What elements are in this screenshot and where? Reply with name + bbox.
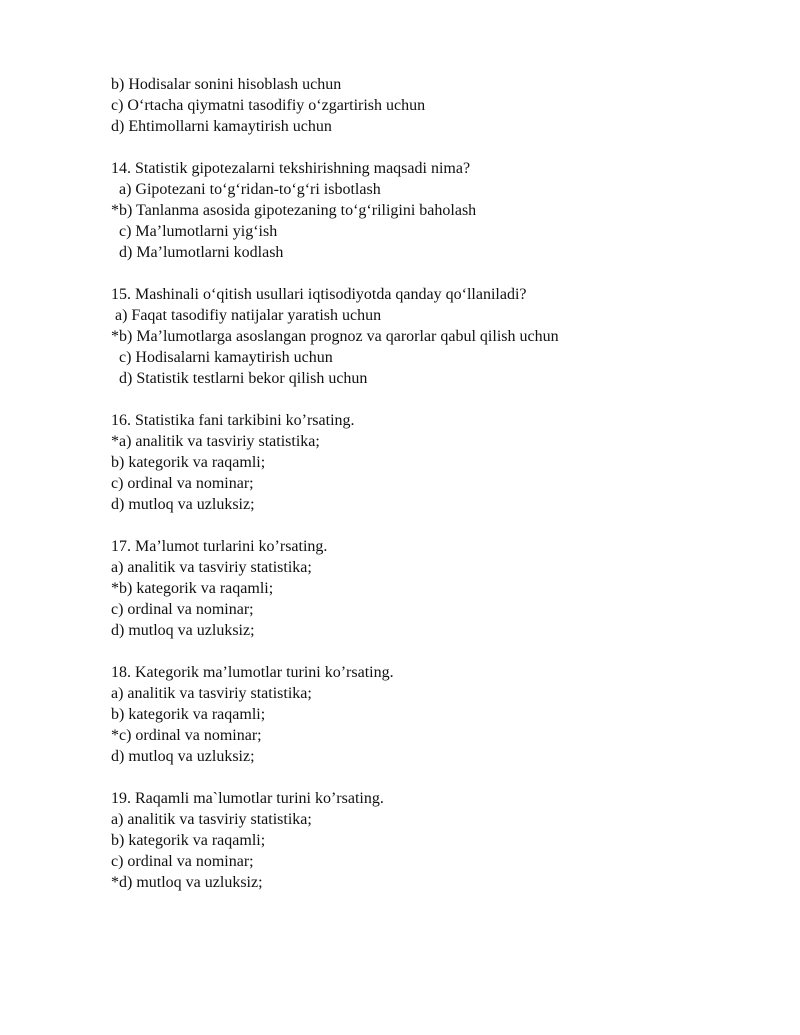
- question-text: 14. Statistik gipotezalarni tekshirishning maqsadi nima?: [111, 160, 471, 177]
- option-line: c) ordinal va nominar;: [111, 601, 254, 618]
- option-line: c) ordinal va nominar;: [111, 475, 254, 492]
- option-line: d) Ehtimollarni kamaytirish uchun: [111, 118, 332, 135]
- option-line-correct: *a) analitik va tasviriy statistika;: [111, 433, 320, 450]
- option-line: d) mutloq va uzluksiz;: [111, 496, 255, 513]
- option-line: b) kategorik va raqamli;: [111, 832, 266, 849]
- option-line: a) Gipotezani to‘g‘ridan-to‘g‘ri isbotlash: [111, 181, 381, 198]
- question-text: 15. Mashinali o‘qitish usullari iqtisodiyotda qanday qo‘llaniladi?: [111, 286, 527, 303]
- option-line: c) Ma’lumotlarni yig‘ish: [111, 223, 278, 240]
- option-line: a) Faqat tasodifiy natijalar yaratish uchun: [111, 307, 382, 324]
- option-line: a) analitik va tasviriy statistika;: [111, 685, 312, 702]
- question-block-18: [111, 662, 771, 767]
- option-line: d) mutloq va uzluksiz;: [111, 622, 255, 639]
- question-block-14: [111, 158, 771, 263]
- question-block-16: [111, 410, 771, 515]
- option-line: b) kategorik va raqamli;: [111, 706, 266, 723]
- option-line-correct: *b) kategorik va raqamli;: [111, 580, 274, 597]
- option-line: a) analitik va tasviriy statistika;: [111, 811, 312, 828]
- question-block-19: [111, 788, 771, 893]
- option-line-correct: *c) ordinal va nominar;: [111, 727, 262, 744]
- question-text: 19. Raqamli ma`lumotlar turini ko’rsating.: [111, 790, 384, 807]
- continuation-options: [111, 74, 771, 137]
- document-page: [111, 74, 771, 893]
- option-line: d) mutloq va uzluksiz;: [111, 748, 255, 765]
- question-block-17: [111, 536, 771, 641]
- question-text: 17. Ma’lumot turlarini ko’rsating.: [111, 538, 328, 555]
- option-line: a) analitik va tasviriy statistika;: [111, 559, 312, 576]
- option-line-correct: *b) Ma’lumotlarga asoslangan prognoz va qarorlar qabul qilish uchun: [111, 328, 559, 345]
- option-line-correct: *b) Tanlanma asosida gipotezaning to‘g‘riligini baholash: [111, 202, 477, 219]
- option-line: d) Ma’lumotlarni kodlash: [111, 244, 284, 261]
- option-line-correct: *d) mutloq va uzluksiz;: [111, 874, 263, 891]
- option-line: b) Hodisalar sonini hisoblash uchun: [111, 76, 342, 93]
- option-line: c) Hodisalarni kamaytirish uchun: [111, 349, 333, 366]
- question-block-15: [111, 284, 771, 389]
- question-text: 16. Statistika fani tarkibini ko’rsating.: [111, 412, 355, 429]
- question-text: 18. Kategorik ma’lumotlar turini ko’rsating.: [111, 664, 394, 681]
- option-line: c) ordinal va nominar;: [111, 853, 254, 870]
- option-line: b) kategorik va raqamli;: [111, 454, 266, 471]
- option-line: d) Statistik testlarni bekor qilish uchun: [111, 370, 368, 387]
- option-line: c) O‘rtacha qiymatni tasodifiy o‘zgartirish uchun: [111, 97, 426, 114]
